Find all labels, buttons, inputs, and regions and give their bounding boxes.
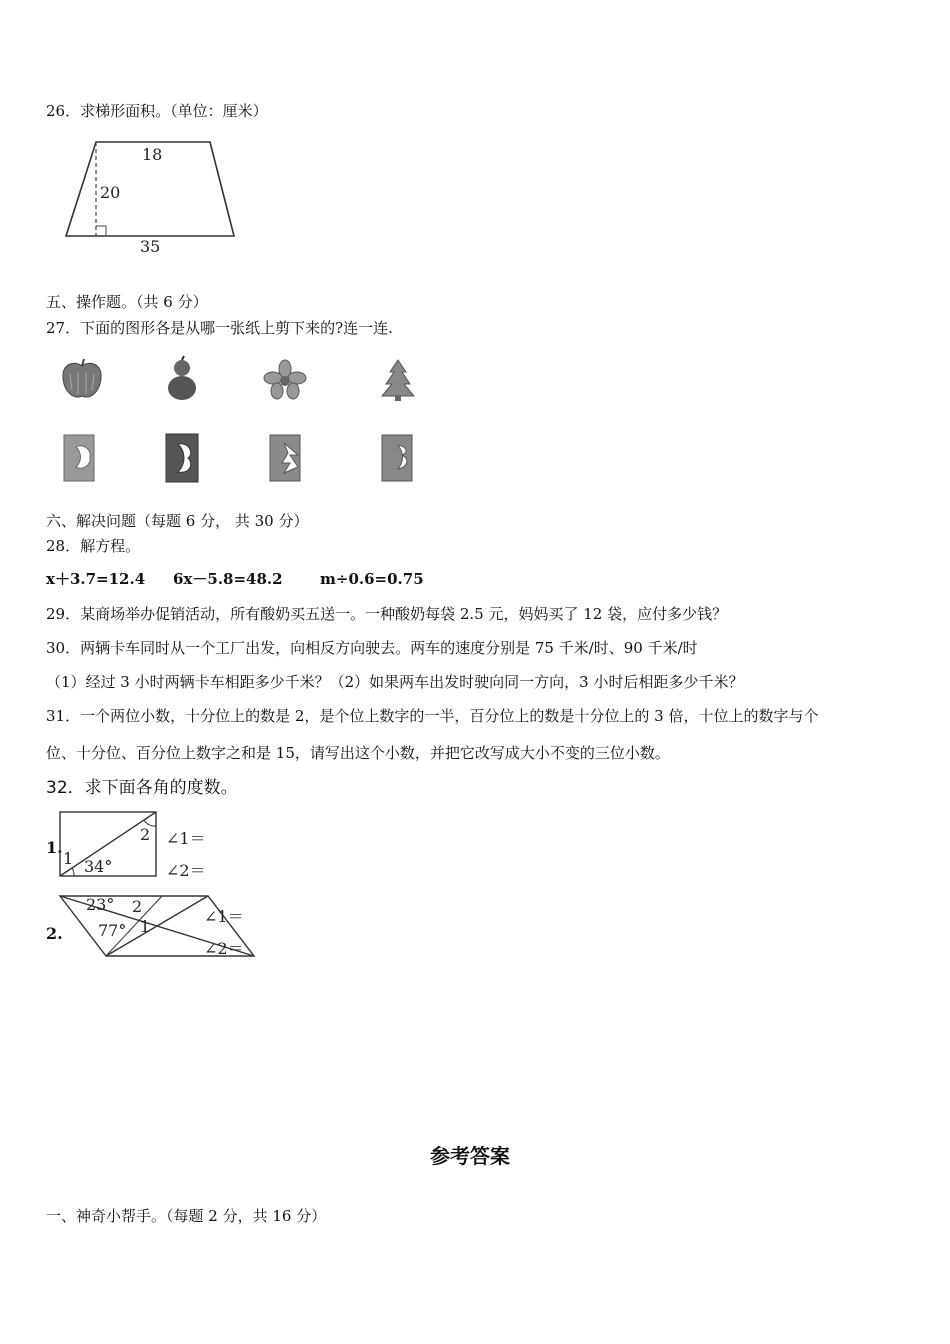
trapezoid-top-label: 18 <box>142 145 163 164</box>
q30-line1: 30．两辆卡车同时从一个工厂出发，向相反方向驶去。两车的速度分别是 75 千米/时、90 千米/时 <box>46 639 698 657</box>
answers-title: 参考答案 <box>430 1144 510 1168</box>
fig1-angle1-label: 1 <box>63 849 74 868</box>
fig2-number: 2. <box>46 924 63 943</box>
section5-heading: 五、操作题。（共 6 分） <box>46 293 208 311</box>
fig2-angle1-label: 1 <box>140 917 151 936</box>
tree-shape <box>378 358 418 402</box>
fig2-77-label: 77° <box>98 921 127 940</box>
paper-c <box>268 433 302 483</box>
paper-b <box>164 432 200 484</box>
gourd-shape <box>162 356 202 404</box>
q30-line2: （1）经过 3 小时两辆卡车相距多少千米？（2）如果两车出发时驶向同一方向，3 小时后相距多少千米？ <box>46 673 744 691</box>
parallelogram-angle-figure <box>58 892 258 962</box>
fig1-answer2: ∠2＝ <box>166 861 206 880</box>
paper-a <box>62 433 96 483</box>
fig2-23-label: 23° <box>86 895 115 914</box>
fig1-angle2-label: 2 <box>140 825 151 844</box>
fig1-34-label: 34° <box>84 857 113 876</box>
q32-text: 32．求下面各角的度数。 <box>46 778 238 798</box>
section6-heading: 六、解决问题（每题 6 分， 共 30 分） <box>46 512 309 530</box>
paper-d <box>380 433 414 483</box>
equation-1: x＋3.7=12.4 <box>46 570 146 588</box>
fig2-answer1: ∠1＝ <box>204 907 244 926</box>
fig2-answer2: ∠2＝ <box>204 939 244 958</box>
rectangle-angle-figure <box>58 810 218 882</box>
q26-text: 26．求梯形面积。（单位：厘米） <box>46 102 268 120</box>
q31-line1: 31．一个两位小数，十分位上的数是 2，是个位上数字的一半，百分位上的数是十分位上的 3 倍，十位上的数字与个 <box>46 707 819 725</box>
fig1-answer1: ∠1＝ <box>166 829 206 848</box>
apple-shape <box>60 358 104 402</box>
q29-text: 29．某商场举办促销活动，所有酸奶买五送一。一种酸奶每袋 2.5 元，妈妈买了 12 袋，应付多少钱？ <box>46 605 728 623</box>
fig1-number: 1. <box>46 838 63 857</box>
answers-section1: 一、神奇小帮手。（每题 2 分，共 16 分） <box>46 1207 327 1225</box>
fig2-angle2-label: 2 <box>132 897 143 916</box>
q31-line2: 位、十分位、百分位上数字之和是 15，请写出这个小数，并把它改写成大小不变的三位小数。 <box>46 744 670 762</box>
trapezoid-height-label: 20 <box>100 183 121 202</box>
flower-shape <box>264 360 306 400</box>
q27-text: 27．下面的图形各是从哪一张纸上剪下来的?连一连. <box>46 319 393 337</box>
trapezoid-bottom-label: 35 <box>140 237 161 256</box>
q28-text: 28．解方程。 <box>46 537 141 555</box>
equation-2: 6x－5.8=48.2 <box>173 570 283 588</box>
equation-3: m÷0.6=0.75 <box>320 570 424 588</box>
trapezoid-figure <box>60 136 240 256</box>
